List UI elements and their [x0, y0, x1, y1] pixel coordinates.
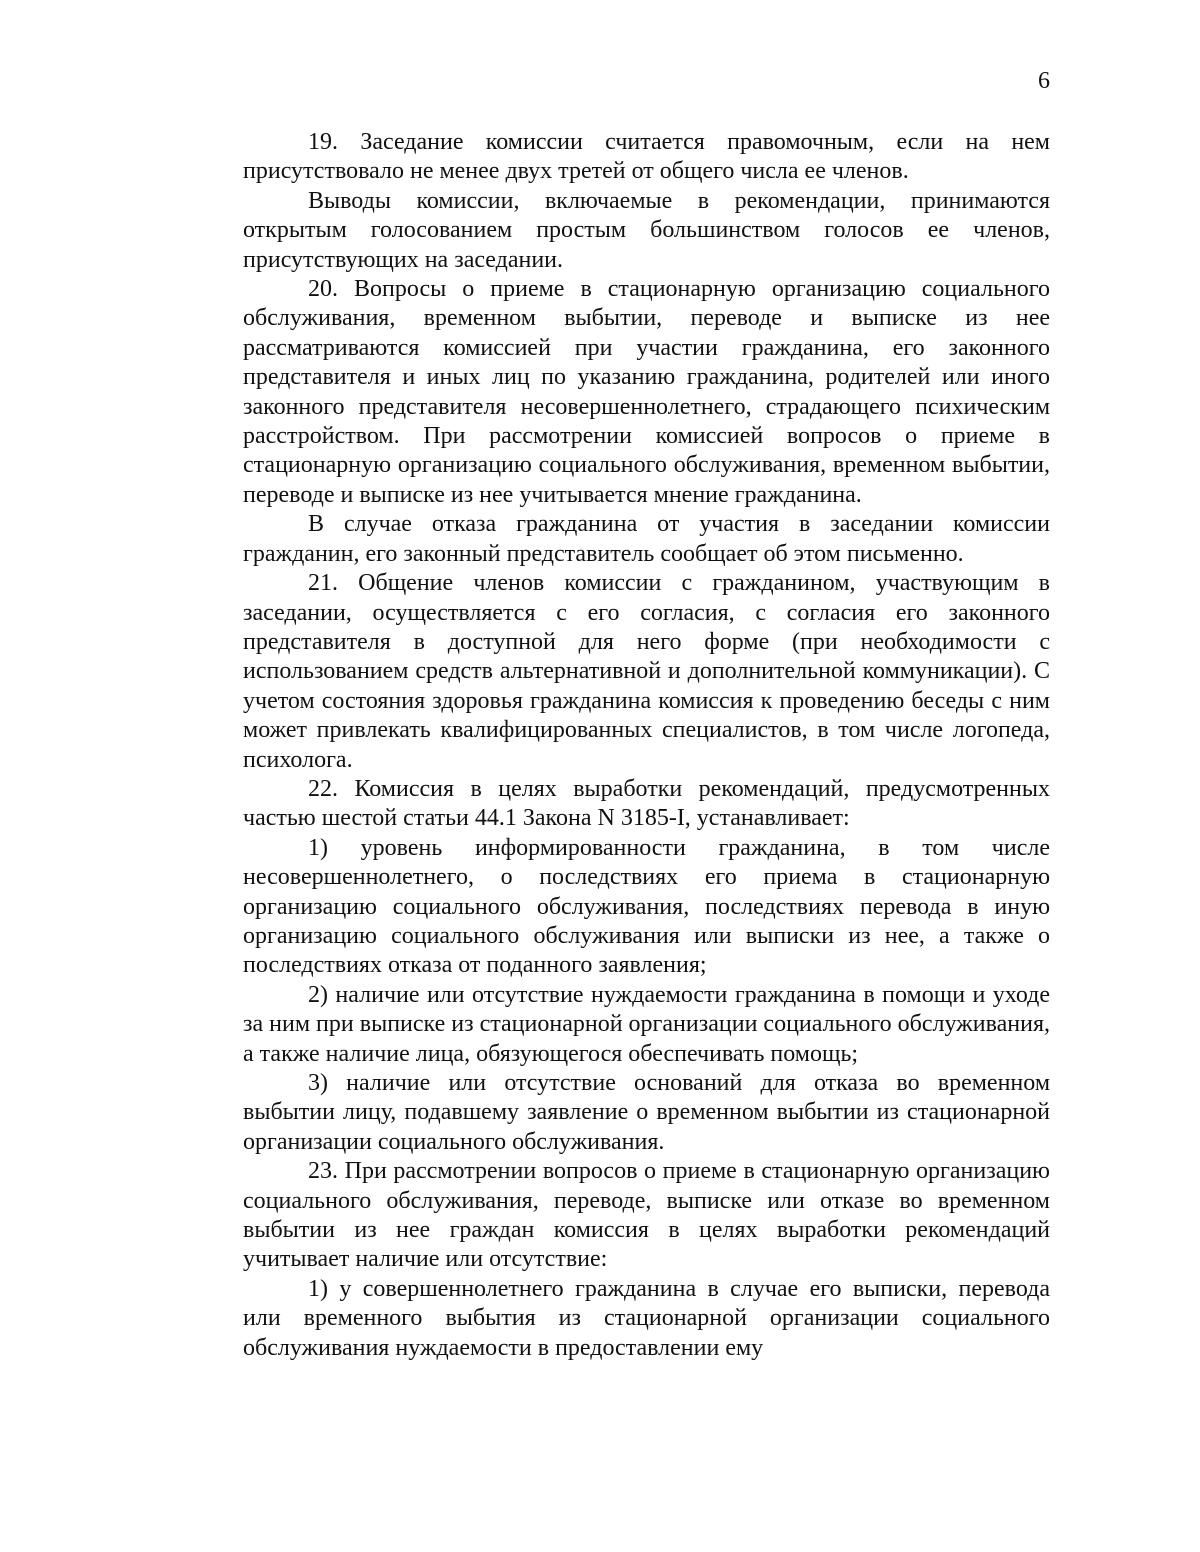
paragraph-23: 23. При рассмотрении вопросов о приеме в стационарную организацию социального обслуживания, переводе, выписке или отказе во временном выбытии из нее граждан комиссия в целях выработки рекомендаций учитывает наличие или отсутствие: [243, 1158, 1050, 1273]
paragraph-21: 21. Общение членов комиссии с гражданином, участвующим в заседании, осуществляется с его согласия, с согласия его законного представителя в доступной для него форме (при необходимости с использованием средств альтернативной и дополнительной коммуникации). С учетом состояния здоровья гражданина комиссия к проведению беседы с ним может привлекать квалифицированных специалистов, в том числе логопеда, психолога. [243, 570, 1050, 773]
page-number: 6 [1038, 68, 1050, 94]
paragraph-22-item-2: 2) наличие или отсутствие нуждаемости гражданина в помощи и уходе за ним при выписке из стационарной организации социального обслуживания, а также наличие лица, обязующегося обеспечивать помощь; [243, 981, 1050, 1067]
paragraph-19-conclusions: Выводы комиссии, включаемые в рекомендации, принимаются открытым голосованием простым большинством голосов ее членов, присутствующих на заседании. [243, 187, 1050, 273]
paragraph-19: 19. Заседание комиссии считается правомочным, если на нем присутствовало не менее двух третей от общего числа ее членов. [243, 129, 1050, 185]
paragraph-23-item-1: 1) у совершеннолетнего гражданина в случае его выписки, перевода или временного выбытия из стационарной организации социального обслуживания нуждаемости в предоставлении ему [243, 1275, 1050, 1361]
paragraph-22-item-1: 1) уровень информированности гражданина, в том числе несовершеннолетнего, о последствиях его приема в стационарную организацию социального обслуживания, последствиях перевода в иную организацию социального обслуживания или выписки из нее, а также о последствиях отказа от поданного заявления; [243, 834, 1050, 979]
paragraph-20: 20. Вопросы о приеме в стационарную организацию социального обслуживания, временном выбытии, переводе и выписке из нее рассматриваются комиссией при участии гражданина, его законного представителя и иных лиц по указанию гражданина, родителей или иного законного представителя несовершеннолетнего, страдающего психическим расстройством. При рассмотрении комиссией вопросов о приеме в стационарную организацию социального обслуживания, временном выбытии, переводе и выписке из нее учитывается мнение гражданина. [243, 276, 1050, 508]
paragraph-22: 22. Комиссия в целях выработки рекомендаций, предусмотренных частью шестой статьи 44.1 Закона N 3185-I, устанавливает: [243, 775, 1050, 832]
paragraph-22-item-3: 3) наличие или отсутствие оснований для отказа во временном выбытии лицу, подавшему заявление о временном выбытии из стационарной организации социального обслуживания. [243, 1070, 1050, 1155]
document-body [243, 128, 1050, 1363]
paragraph-20-refusal: В случае отказа гражданина от участия в заседании комиссии гражданин, его законный представитель сообщает об этом письменно. [243, 511, 1050, 567]
